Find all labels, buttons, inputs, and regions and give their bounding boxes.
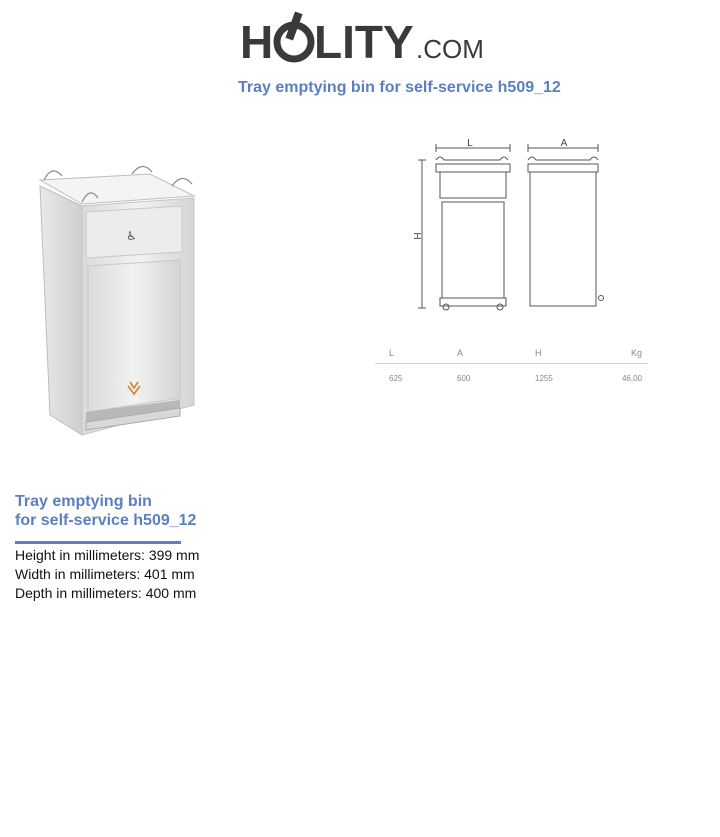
spec-table-row [375,364,648,382]
spec-table [375,345,648,382]
dimensions-list [15,546,199,603]
product-name-line2: for self-service h509_12 [15,512,197,529]
spec-header-h: H [535,348,542,358]
logo-letter-h: H [240,16,274,68]
page-title: Tray emptying bin for self-service h509_12 [238,79,561,96]
product-image [22,150,212,450]
dimension-depth: Depth in millimeters: 400 mm [15,585,197,601]
logo-dot-com: .COM [416,34,484,64]
spec-header-l: L [389,348,395,358]
product-name [15,492,255,530]
dimension-height: Height in millimeters: 399 mm [15,547,200,563]
spec-header-kg: Kg [630,348,642,358]
svg-text:♿: ♿ [126,229,137,243]
spec-value-kg: 46,00 [621,374,642,383]
title-underline [15,541,181,544]
drawing-label-a: A [560,138,568,149]
spec-header-a: A [457,348,464,358]
technical-drawing [400,130,630,320]
drawing-label-h: H [411,232,422,240]
holity-logo[interactable] [240,8,500,72]
product-name-line1: Tray emptying bin [15,493,152,510]
dimension-width: Width in millimeters: 401 mm [15,566,195,582]
spec-table-header [375,345,648,364]
spec-value-l: 625 [389,374,403,383]
logo-letters-lity: LITY [314,16,414,68]
drawing-label-l: L [467,138,473,149]
spec-value-a: 600 [457,374,471,383]
spec-value-h: 1255 [535,374,553,383]
